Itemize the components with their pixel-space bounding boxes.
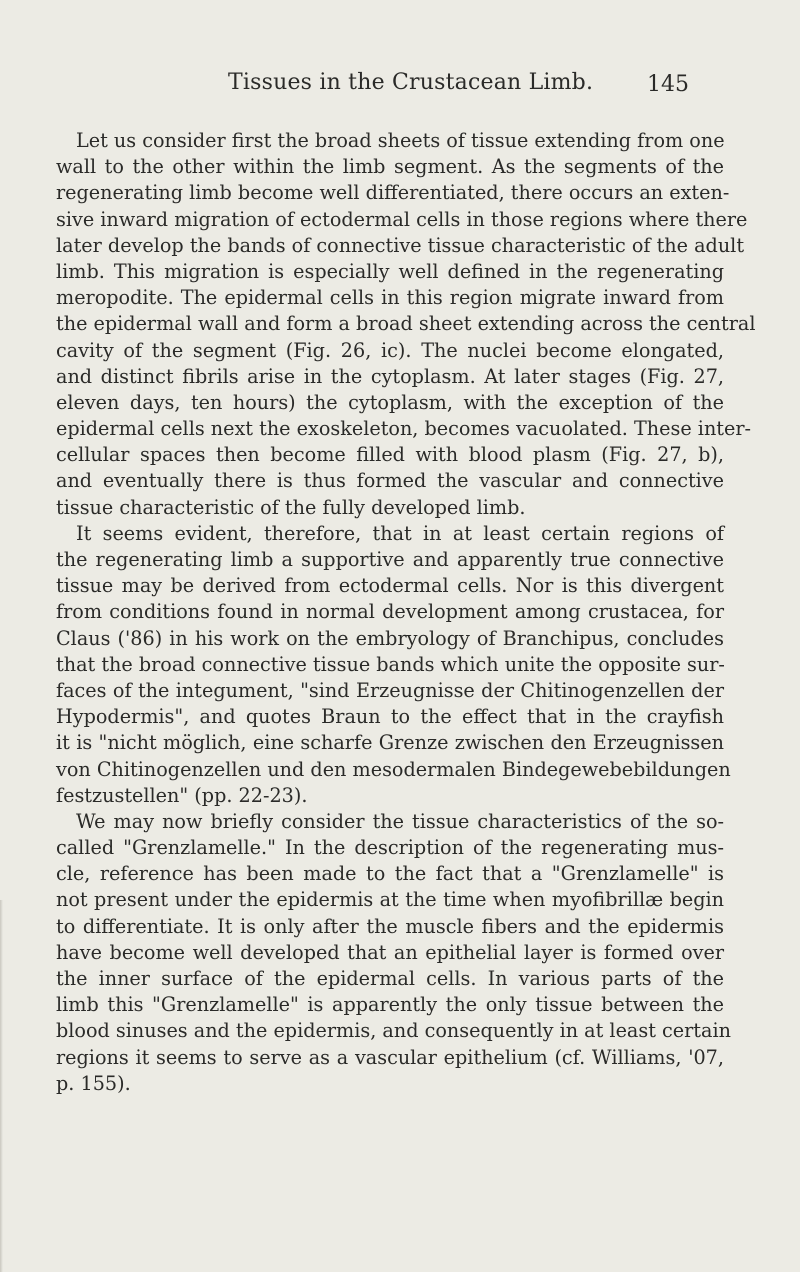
text-line: wall to the other within the limb segment. As the segments of the <box>56 155 724 179</box>
text-line: epidermal cells next the exoskeleton, becomes vacuolated. These inter- <box>56 417 752 441</box>
text-line: and eventually there is thus formed the vascular and connective <box>56 469 724 493</box>
running-title: Tissues in the Crustacean Limb. <box>228 70 594 95</box>
text-line: limb. This migration is especially well defined in the regenerating <box>56 259 724 283</box>
text-line: festzustellen" (pp. 22-23). <box>56 783 308 807</box>
text-line: and distinct fibrils arise in the cytoplasm. At later stages (Fig. 27, <box>56 364 724 388</box>
text-line: tissue characteristic of the fully developed limb. <box>56 495 526 519</box>
text-line: cle, reference has been made to the fact that a "Grenzlamelle" is <box>56 862 724 886</box>
text-line: faces of the integument, "sind Erzeugnisse der Chitinogenzellen der <box>56 678 724 702</box>
text-line: von Chitinogenzellen und den mesodermalen Bindegewebebildungen <box>56 757 731 781</box>
text-line: to differentiate. It is only after the muscle fibers and the epidermis <box>56 914 724 938</box>
text-line: regenerating limb become well differentiated, there occurs an exten- <box>56 181 730 205</box>
body-text <box>56 128 756 1097</box>
text-line: the inner surface of the epidermal cells. In various parts of the <box>56 967 724 990</box>
page-edge-shadow <box>0 900 3 1272</box>
text-line: regions it seems to serve as a vascular epithelium (cf. Williams, '07, <box>56 1045 724 1069</box>
text-line: later develop the bands of connective tissue characteristic of the adult <box>56 233 745 257</box>
text-line: tissue may be derived from ectodermal cells. Nor is this divergent <box>56 574 724 598</box>
text-line: from conditions found in normal development among crustacea, for <box>56 600 724 624</box>
text-line: cavity of the segment (Fig. 26, ic). The nuclei become elongated, <box>56 338 724 362</box>
text-line: it is "nicht möglich, eine scharfe Grenze zwischen den Erzeugnissen <box>56 731 724 755</box>
text-line: called "Grenzlamelle." In the description of the regenerating mus- <box>56 836 724 860</box>
text-line: that the broad connective tissue bands which unite the opposite sur- <box>56 652 725 676</box>
text-line: have become well developed that an epithelial layer is formed over <box>56 940 724 964</box>
text-line: It seems evident, therefore, that in at least certain regions of <box>76 521 724 545</box>
text-line: the regenerating limb a supportive and apparently true connective <box>56 548 724 571</box>
text-line: Let us consider first the broad sheets of tissue extending from one <box>76 129 725 152</box>
text-line: not present under the epidermis at the time when myofibrillæ begin <box>56 888 724 912</box>
text-line: We may now briefly consider the tissue characteristics of the so- <box>76 809 724 833</box>
page-number: 145 <box>647 72 689 97</box>
text-line: cellular spaces then become filled with blood plasm (Fig. 27, b), <box>56 443 724 467</box>
text-line: blood sinuses and the epidermis, and consequently in at least certain <box>56 1019 731 1043</box>
text-line: sive inward migration of ectodermal cells in those regions where there <box>56 207 748 231</box>
text-line: meropodite. The epidermal cells in this region migrate inward from <box>56 286 724 310</box>
text-line: Claus ('86) in his work on the embryology of Branchipus, concludes <box>56 626 724 650</box>
page-header <box>0 70 800 104</box>
text-line: the epidermal wall and form a broad sheet extending across the central <box>56 312 756 336</box>
text-line: limb this "Grenzlamelle" is apparently the only tissue between the <box>56 993 724 1017</box>
text-line: eleven days, ten hours) the cytoplasm, with the exception of the <box>56 390 724 414</box>
text-line: Hypodermis", and quotes Braun to the effect that in the crayfish <box>56 705 724 729</box>
text-line: p. 155). <box>56 1071 131 1095</box>
